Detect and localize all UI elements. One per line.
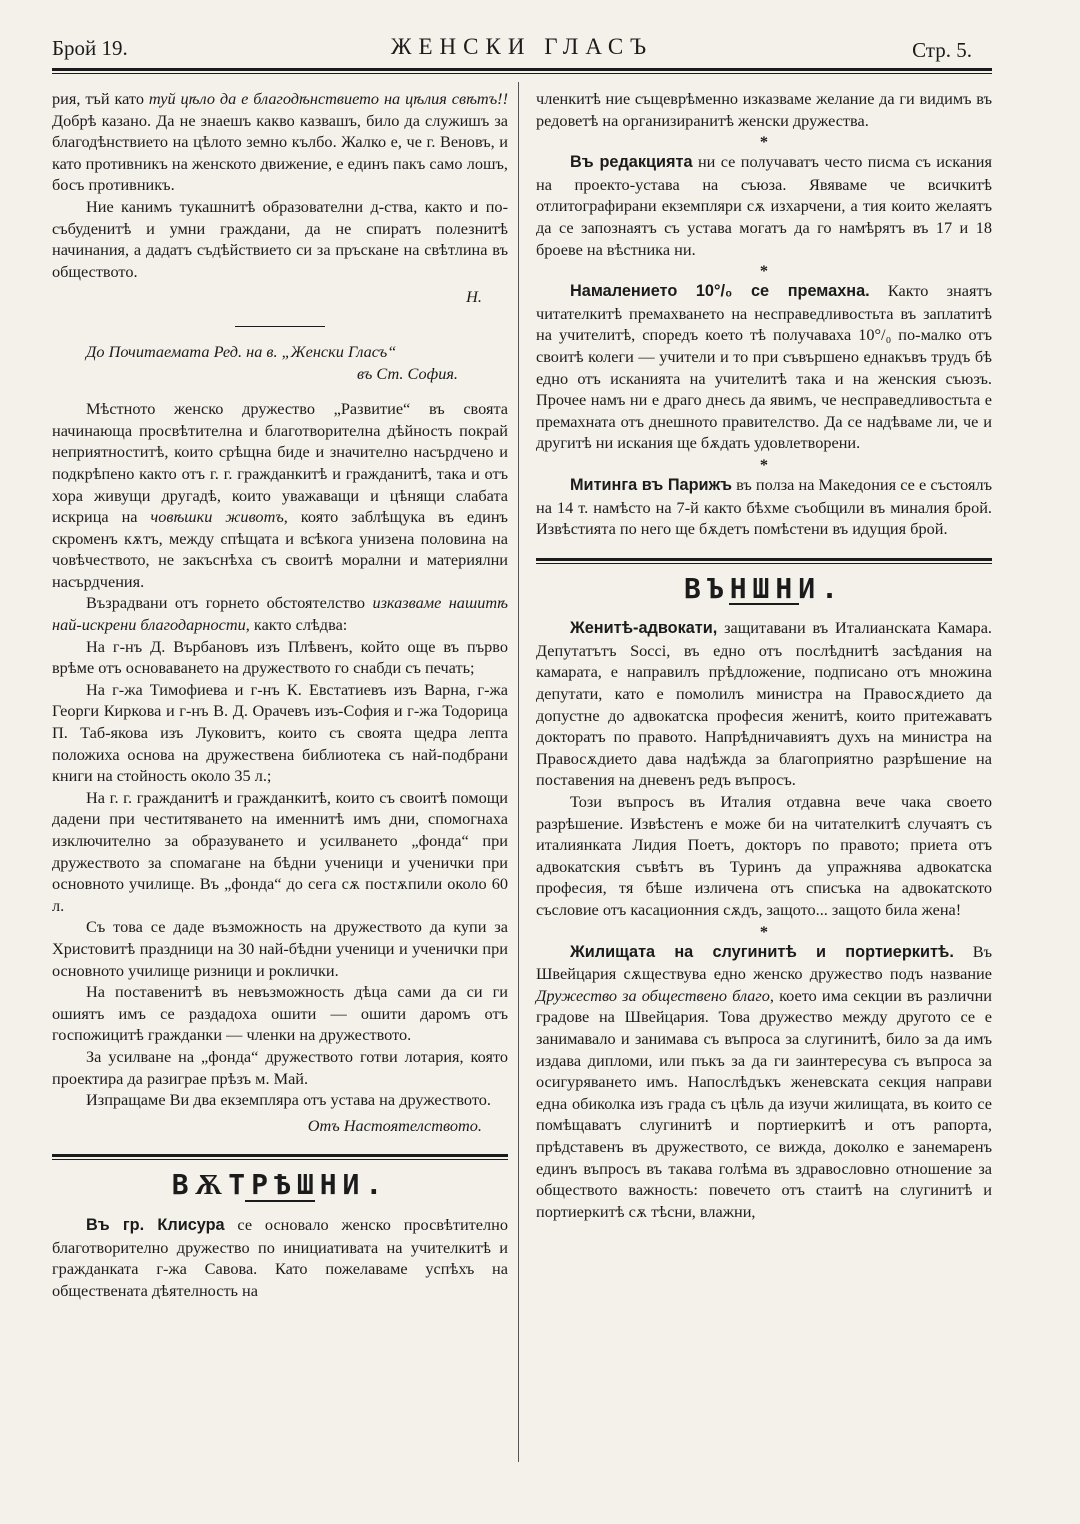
paragraph bbox=[52, 592, 508, 635]
text: , както слѣдва: bbox=[245, 615, 348, 635]
masthead-title: ЖЕНСКИ ГЛАСЪ bbox=[390, 34, 654, 59]
signature: Отъ Настоятелството. bbox=[307, 1115, 482, 1135]
header-rule bbox=[52, 68, 992, 71]
text: Въ Швейцария сѫществува едно женско дружество подъ название bbox=[536, 941, 992, 984]
paragraph bbox=[52, 1214, 508, 1301]
paragraph: Този въпросъ въ Италия отдавна вече чака своето разрѣшение. Извѣстенъ е може би на читателкитѣ случаятъ съ италиянката Лидия Поетъ, докторъ по правото; приета отъ адвокатския съвѣтъ въ Туринъ да упражнява адвокатска професия, тя бѣше изличена отъ списъка на адвокатското съсловие отъ касационния сѫдъ, защото... защото била жена! bbox=[536, 792, 992, 919]
letter-address: До Почитаемата Ред. на в. „Женски Гласъ“ bbox=[86, 341, 397, 361]
section-title-domestic: ВѪТРѢШНИ. bbox=[171, 1168, 389, 1202]
text: защитавани въ Италианската Камара. Депутатътъ Socci, въ едно отъ послѣднитѣ засѣдания на камарата, е направилъ прѣдложение, подписано отъ множина депутати, като е помолилъ министра на Правосѫдието да допустне до адвокатска професия женитѣ, които притежаватъ докторатъ по правото. Напрѣдничавиятъ духъ на министра на Правосѫдието дава надѣжда за благоприятно разрѣшение на поставения на дневенъ редъ въпросъ. bbox=[536, 618, 992, 790]
section-rule-thick bbox=[536, 558, 992, 561]
left-column bbox=[52, 88, 508, 1301]
signature: Н. bbox=[466, 287, 482, 307]
paragraph: Ние канимъ тукашнитѣ образователни д-ства, както и по-събуденитѣ и умни граждани, да не спиратъ полезнитѣ начинания, а дадатъ съдѣйствието си за пръскане на свѣтлина въ обществото. bbox=[52, 196, 508, 281]
lead-in: Митинга въ Парижъ bbox=[570, 475, 732, 494]
paragraph bbox=[536, 941, 992, 1223]
paragraph: За усилване на „фонда“ дружеството готви лотария, която проектира да разиграе прѣзъ м. Май. bbox=[52, 1046, 508, 1088]
paragraph: Съ това се даде възможность на дружеството да купи за Христовитѣ праздници на 30 най-бѣдни ученици и ученички при основното училище ризници и роклички. bbox=[52, 917, 508, 980]
emphasis: изказваме нашитѣ най-искрени благодарности bbox=[52, 593, 509, 635]
section-rule-thick bbox=[52, 1154, 508, 1157]
emphasis: Дружество за обществено благо bbox=[536, 985, 770, 1005]
emphasis: туй цѣло да е благодѣнствието на цѣлия свѣтъ!! bbox=[148, 89, 508, 108]
paragraph: На г-жа Тимофиева и г-нъ К. Евстатиевъ изъ Варна, г-жа Георги Киркова и г-нъ В. Д. Орачевъ изъ-София и г-жа Тодорица П. Таб-якова изъ Луковитъ, които съ своята щедра лепта положиха основа на дружествена библиотека съ най-подбрани книги на стойность около 35 л.; bbox=[52, 679, 508, 786]
right-column bbox=[536, 88, 992, 1222]
lead-in: Намалението 10°/₀ се премахна. bbox=[570, 282, 870, 301]
divider bbox=[235, 326, 325, 327]
section-title-foreign: ВЪНШНИ. bbox=[683, 571, 844, 605]
text: рия, тъй като bbox=[52, 89, 149, 108]
text: се основало женско просвѣтително благотворително дружество по инициативата на учителкитѣ и гражданката г-жа Савова. Като пожелаваме успѣхъ на обществената дѣятелность на bbox=[52, 1214, 508, 1300]
lead-in: Женитѣ-адвокати, bbox=[570, 619, 718, 638]
text: Възрадвани отъ горнето обстоятелство bbox=[86, 593, 373, 613]
paragraph: На г-нъ Д. Върбановъ изъ Плѣвенъ, който още въ първо врѣме отъ основаването на дружеството го снабди съ печать; bbox=[52, 636, 508, 678]
header-rule-thin bbox=[52, 73, 992, 74]
page-header bbox=[52, 34, 992, 70]
lead-in: Въ редакцията bbox=[570, 153, 693, 172]
section-rule-thin bbox=[536, 563, 992, 564]
column-divider bbox=[518, 82, 519, 1462]
text: ни се получаватъ често писма съ искания на проекто-устава на съюза. Явяваме че всичкитѣ отлитографирани екземпляри сѫ изхарчени, а тия които желаятъ да се запознаятъ съ устава могатъ да го намѣрятъ въ 17 и 18 броеве на вѣстника ни. bbox=[536, 152, 992, 259]
text: Добрѣ казано. Да не знаешъ какво казвашъ, било да служишъ за благодѣнствието на цѣлото земно кълбо. Жалко е, че г. Веновъ, и като противникъ на женското движение, е единъ пакъ само лошъ, босъ противникъ. bbox=[52, 110, 508, 195]
paragraph: На г. г. гражданитѣ и гражданкитѣ, които съ своитѣ помощи дадени при честитяването на именнитѣ имъ дни, спомогнаха изключително за образуването и усилването „фонда“ при дружеството за спомагане на бѣдни ученици и ученички при основното училище. Въ „фонда“ до сега сѫ постѫпили около 60 л. bbox=[52, 787, 508, 915]
separator-star: * bbox=[759, 261, 769, 281]
letter-address-city: въ Ст. София. bbox=[356, 363, 458, 383]
paragraph bbox=[536, 151, 992, 260]
paragraph bbox=[536, 617, 992, 791]
lead-in: Жилищата на слугинитѣ и портиеркитѣ. bbox=[570, 942, 954, 961]
paragraph bbox=[536, 280, 992, 454]
text: , което има секции въ различни градове на Швейцария. Това дружество между другото се е занимавало и занимава съ въпроса за слугинитѣ, било за да имъ издава дипломи, или пъкъ за да ги заинтересува съ въпроса за осигуряването имъ. Напослѣдъкъ женевската секция направи една обиколка изъ града съ цѣль да изучи жилищата, въ които се помѣщаватъ слугинитѣ и портиеркитѣ и отъ рапорта, прѣдставенъ въ дружеството, се вижда, доколко е занемаренъ единъ въпросъ въ такава голѣма въ здравословно отношение за обществото важность: повечето отъ стаитѣ на слугинитѣ и портиеркитѣ сѫ тѣсни, влажни, bbox=[536, 985, 992, 1221]
text: Мѣстното женско дружество „Развитие“ въ своята начинающа просвѣтителна и благотворителна дѣйность покрай неприятноститѣ, които срѣщна биде и значително насърдчено и подкрѣпено както отъ г. г. гражданкитѣ и гражданитѣ, така и отъ хора живущи другадѣ, които уважаващи и цѣнящи слабата искрица на bbox=[52, 399, 508, 527]
separator-star: * bbox=[759, 454, 769, 474]
issue-number: Брой 19. bbox=[52, 36, 128, 60]
page-number: Стр. 5. bbox=[912, 38, 972, 62]
separator-star: * bbox=[759, 132, 769, 152]
text: Както знаятъ читателкитѣ премахването на несправедливостьта въ заплатитѣ на учителитѣ, споредъ което тѣ получаваха 10°/₀ по-малко отъ своитѣ колеги — учители и то при съвършено еднакъвъ трудъ бѣ едно отъ исканията на учителитѣ така и на женския съюзъ. Прочее намъ ни е драго днесь да явимъ, че несправедливостьта е премахната отъ днешното правителство. Да се надѣваме ли, че и другитѣ ни искания ще бѫдать удовлетворени. bbox=[536, 281, 992, 453]
lead-in: Въ гр. Клисура bbox=[86, 1215, 225, 1234]
section-rule-thin bbox=[52, 1159, 508, 1160]
paragraph: На поставенитѣ въ невъзможность дѣца сами да си ги ошиятъ имъ се раздадоха ошити — ошити даромъ отъ госпожицитѣ гражданки — членки на дружеството. bbox=[52, 982, 508, 1045]
text: въ полза на Македония се е състоялъ на 14 т. намѣсто на 7-й както бѣхме съобщили въ миналия брой. Извѣстията по него ще бѫдетъ помѣстени въ идущия брой. bbox=[536, 474, 992, 539]
text: , която заблѣщука въ единъ скроменъ кѫтъ, между спѣщата и всѣкога унизена половина на човѣчеството, не закъснѣха съ своитѣ морални и материялни насърдчения. bbox=[52, 507, 508, 591]
paragraph: членкитѣ ние същеврѣменно изказваме желание да ги видимъ въ редоветѣ на организиранитѣ женски дружества. bbox=[536, 89, 992, 130]
emphasis: човѣшки животъ bbox=[150, 507, 284, 527]
paragraph: Изпращаме Ви два екземпляра отъ устава на дружеството. bbox=[86, 1090, 491, 1110]
paragraph bbox=[536, 474, 992, 540]
separator-star: * bbox=[759, 921, 769, 941]
paragraph bbox=[52, 88, 508, 196]
paragraph bbox=[52, 398, 508, 592]
